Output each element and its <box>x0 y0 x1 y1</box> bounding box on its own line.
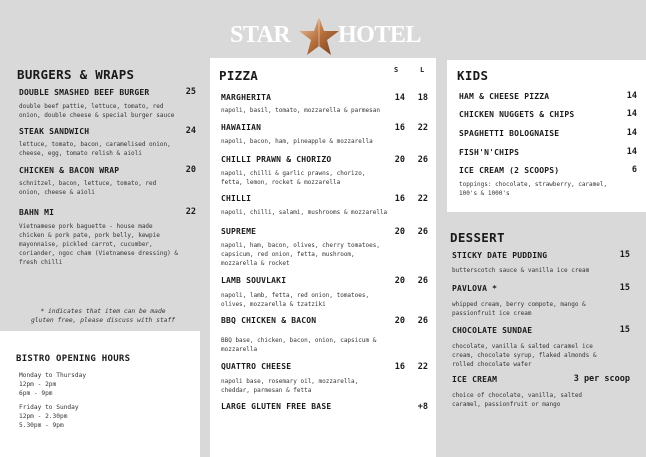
pizza-price-large: 26 <box>417 276 428 286</box>
pizza-price-large: 22 <box>417 362 428 372</box>
pizza-item-description: napoli, chilli & garlic prawns, chorizo, fetta, lemon, rocket & mozzarella <box>221 170 366 186</box>
pizza-item-description: napoli, ham, bacon, olives, cherry tomatoes, capsicum, red onion, fetta, mushroom, mozzarella & rocket <box>221 242 380 267</box>
burgers-item-name: DOUBLE SMASHED BEEF BURGER <box>19 88 150 97</box>
weekday-hours: Monday to Thursday 12pm - 2pm 6pm - 9pm <box>19 372 87 397</box>
dessert-item-price: 3 per scoop <box>573 374 630 384</box>
dessert-item-price: 15 <box>619 325 630 335</box>
kids-item-name: HAM & CHEESE PIZZA <box>459 92 550 101</box>
pizza-item-name: QUATTRO CHEESE <box>221 362 292 371</box>
burgers-item-name: STEAK SANDWICH <box>19 127 90 136</box>
kids-item-name: ICE CREAM (2 SCOOPS) <box>459 166 560 175</box>
dessert-item-price: 15 <box>619 283 630 293</box>
star-hotel-logo <box>230 18 420 54</box>
pizza-price-large: 26 <box>417 227 428 237</box>
pizza-price-large: +8 <box>417 402 428 412</box>
pizza-item-description: BBQ base, chicken, bacon, onion, capsicum & mozzarella <box>221 337 377 353</box>
bistro-heading: BISTRO OPENING HOURS <box>16 354 131 364</box>
size-large-header: L <box>420 66 425 74</box>
burgers-item-name: CHICKEN & BACON WRAP <box>19 166 120 175</box>
kids-item-price: 14 <box>626 91 637 101</box>
pizza-price-large: 22 <box>417 194 428 204</box>
pizza-price-small: 16 <box>394 123 405 133</box>
kids-item-description: toppings: chocolate, strawberry, caramel, 100's & 1000's <box>459 181 608 197</box>
burgers-item-description: Vietnamese pork baguette - house made chicken & pork pate, pork belly, kewpie mayonnaise, pickled carrot, cucumber, coriander, ngoc cham (Vietnamese dressing) & fresh chilli <box>19 223 178 266</box>
logo-text-hotel: HOTEL <box>338 22 421 48</box>
pizza-item-name: LARGE GLUTEN FREE BASE <box>221 402 332 411</box>
gluten-free-note: * indicates that item can be made gluten free, please discuss with staff <box>30 308 176 324</box>
kids-item-price: 14 <box>626 128 637 138</box>
dessert-heading: DESSERT <box>450 230 505 245</box>
size-small-header: S <box>394 66 399 74</box>
weekend-hours: Friday to Sunday 12pm - 2.30pm 5.30pm - 9pm <box>19 404 79 429</box>
pizza-item-description: napoli, lamb, fetta, red onion, tomatoes, olives, mozzarella & tzatziki <box>221 292 370 308</box>
kids-heading: KIDS <box>457 68 489 83</box>
kids-item-price: 14 <box>626 147 637 157</box>
pizza-price-large: 22 <box>417 123 428 133</box>
burgers-item-price: 24 <box>185 126 196 136</box>
dessert-item-name: CHOCOLATE SUNDAE <box>452 326 533 335</box>
pizza-item-description: napoli, basil, tomato, mozzarella & parmesan <box>221 107 380 114</box>
pizza-price-small: 14 <box>394 93 405 103</box>
burgers-item-description: lettuce, tomato, bacon, caramelised onion, cheese, egg, tomato relish & aioli <box>19 141 171 157</box>
pizza-item-name: CHILLI PRAWN & CHORIZO <box>221 155 332 164</box>
pizza-price-small: 20 <box>394 316 405 326</box>
pizza-item-name: CHILLI <box>221 194 252 203</box>
pizza-price-small: 20 <box>394 276 405 286</box>
dessert-item-description: choice of chocolate, vanilla, salted caramel, passionfruit or mango <box>452 392 583 408</box>
pizza-item-name: LAMB SOUVLAKI <box>221 276 287 285</box>
pizza-item-description: napoli, bacon, ham, pineapple & mozzarella <box>221 138 373 145</box>
pizza-item-name: BBQ CHICKEN & BACON <box>221 316 317 325</box>
kids-item-name: SPAGHETTI BOLOGNAISE <box>459 129 560 138</box>
pizza-price-small: 16 <box>394 194 405 204</box>
pizza-item-description: napoli base, rosemary oil, mozzarella, cheddar, parmesan & fetta <box>221 378 359 394</box>
pizza-heading: PIZZA <box>219 68 259 83</box>
dessert-item-price: 15 <box>619 250 630 260</box>
pizza-item-name: MARGHERITA <box>221 93 272 102</box>
dessert-item-name: PAVLOVA * <box>452 284 498 293</box>
star-icon <box>298 16 340 56</box>
burgers-item-price: 25 <box>185 87 196 97</box>
pizza-price-large: 18 <box>417 93 428 103</box>
logo-text-star: STAR <box>230 22 291 48</box>
pizza-item-description: napoli, chilli, salami, mushrooms & mozzarella <box>221 209 388 216</box>
kids-item-name: FISH'N'CHIPS <box>459 148 520 157</box>
pizza-item-name: SUPREME <box>221 227 257 236</box>
pizza-price-small: 20 <box>394 155 405 165</box>
pizza-item-name: HAWAIIAN <box>221 123 262 132</box>
kids-item-price: 6 <box>631 165 637 175</box>
burgers-item-description: schnitzel, bacon, lettuce, tomato, red onion, cheese & aioli <box>19 180 157 196</box>
dessert-item-name: ICE CREAM <box>452 375 498 384</box>
burgers-item-price: 22 <box>185 207 196 217</box>
pizza-price-small: 16 <box>394 362 405 372</box>
dessert-item-description: butterscotch sauce & vanilla ice cream <box>452 267 590 274</box>
pizza-price-small: 20 <box>394 227 405 237</box>
burgers-item-description: double beef pattie, lettuce, tomato, red onion, double cheese & special burger sauce <box>19 103 175 119</box>
pizza-price-large: 26 <box>417 316 428 326</box>
dessert-item-description: chocolate, vanilla & salted caramel ice cream, chocolate syrup, flaked almonds & rolled chocolate wafer <box>452 343 597 368</box>
pizza-price-large: 26 <box>417 155 428 165</box>
kids-item-price: 14 <box>626 109 637 119</box>
kids-item-name: CHICKEN NUGGETS & CHIPS <box>459 110 575 119</box>
burgers-item-price: 20 <box>185 165 196 175</box>
dessert-item-description: whipped cream, berry compote, mango & passionfruit ice cream <box>452 301 586 317</box>
burgers-item-name: BAHN MI <box>19 208 55 217</box>
dessert-item-name: STICKY DATE PUDDING <box>452 251 548 260</box>
burgers-heading: BURGERS & WRAPS <box>17 67 135 82</box>
